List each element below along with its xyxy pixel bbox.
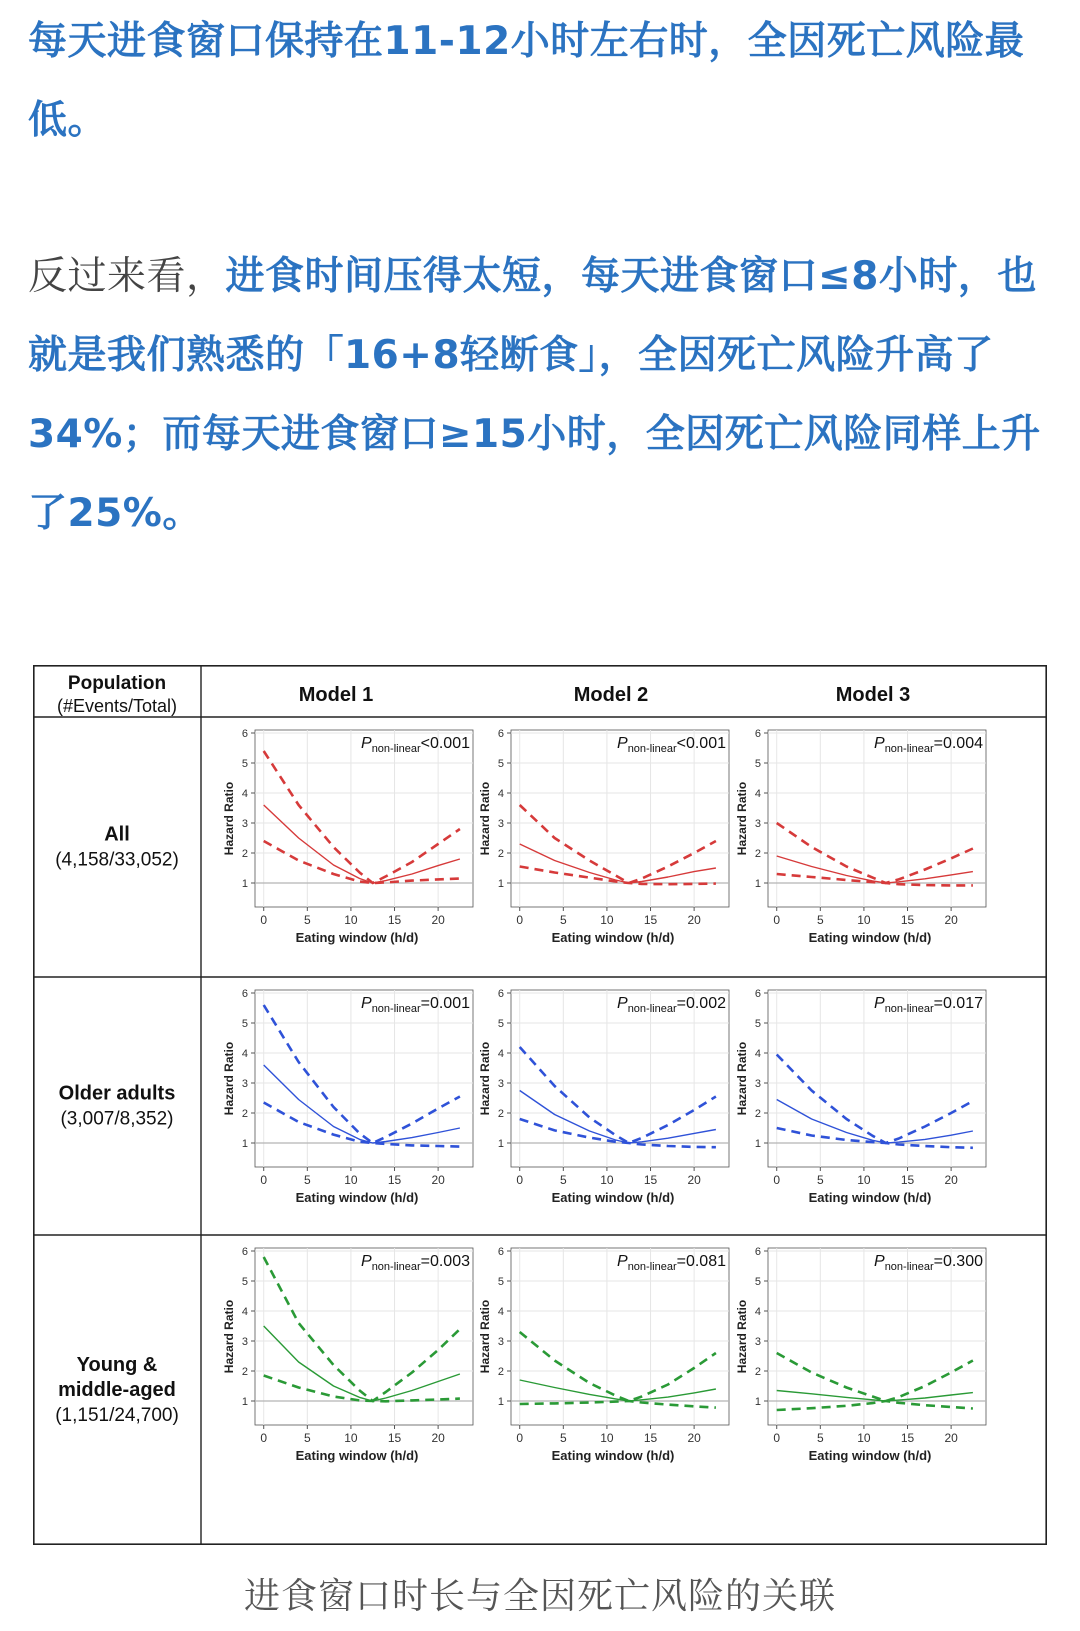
y-tick-label: 2 bbox=[754, 1366, 761, 1378]
hazard-panel bbox=[478, 1246, 729, 1463]
y-tick-label: 5 bbox=[241, 1276, 248, 1288]
y-tick-label: 5 bbox=[754, 1018, 761, 1030]
y-tick-label: 5 bbox=[497, 758, 504, 770]
y-tick-label: 3 bbox=[497, 818, 504, 830]
y-tick-label: 1 bbox=[754, 878, 761, 890]
hazard-ratio-figure bbox=[33, 665, 1047, 1545]
y-tick-label: 6 bbox=[497, 988, 504, 1000]
intro-paragraph bbox=[28, 2, 1058, 160]
x-tick-label: 20 bbox=[431, 1431, 445, 1445]
y-tick-label: 4 bbox=[754, 788, 761, 800]
x-tick-label: 0 bbox=[773, 1431, 781, 1445]
x-axis-label: Eating window (h/d) bbox=[808, 1448, 932, 1463]
y-tick-label: 5 bbox=[241, 1018, 248, 1030]
p-value-annotation: $P_{non-linear}=0.017$ bbox=[874, 995, 983, 1015]
x-tick-label: 5 bbox=[816, 1173, 824, 1187]
model-header: Model 3 bbox=[835, 684, 911, 706]
y-tick-label: 6 bbox=[754, 728, 761, 740]
y-tick-label: 1 bbox=[241, 1138, 248, 1150]
y-tick-label: 1 bbox=[241, 878, 248, 890]
x-axis-label: Eating window (h/d) bbox=[295, 930, 419, 945]
p-value-annotation: $P_{non-linear}=0.001$ bbox=[361, 995, 470, 1015]
x-tick-label: 5 bbox=[559, 1431, 567, 1445]
x-tick-label: 20 bbox=[431, 913, 445, 927]
x-tick-label: 5 bbox=[559, 913, 567, 927]
population-stats: (3,007/8,352) bbox=[60, 1108, 174, 1130]
y-axis-label: Hazard Ratio bbox=[222, 781, 236, 856]
x-axis-label: Eating window (h/d) bbox=[295, 1190, 419, 1205]
y-tick-label: 2 bbox=[497, 848, 504, 860]
y-tick-label: 2 bbox=[497, 1108, 504, 1120]
x-tick-label: 0 bbox=[516, 1431, 524, 1445]
y-tick-label: 3 bbox=[754, 818, 761, 830]
x-axis-label: Eating window (h/d) bbox=[808, 1190, 932, 1205]
population-name: middle-aged bbox=[58, 1379, 176, 1401]
y-axis-label: Hazard Ratio bbox=[222, 1041, 236, 1116]
y-tick-label: 1 bbox=[497, 1138, 504, 1150]
x-tick-label: 0 bbox=[516, 1173, 524, 1187]
hazard-panel bbox=[222, 988, 473, 1205]
panel-plot-area bbox=[768, 730, 986, 907]
x-axis-label: Eating window (h/d) bbox=[551, 930, 675, 945]
y-tick-label: 4 bbox=[497, 1306, 504, 1318]
y-tick-label: 1 bbox=[497, 1396, 504, 1408]
x-tick-label: 15 bbox=[643, 913, 658, 927]
x-tick-label: 20 bbox=[944, 913, 958, 927]
x-tick-label: 0 bbox=[260, 1431, 268, 1445]
y-tick-label: 2 bbox=[497, 1366, 504, 1378]
y-tick-label: 3 bbox=[241, 1078, 248, 1090]
hazard-panel bbox=[478, 728, 729, 945]
figure-caption: 进食窗口时长与全因死亡风险的关联 bbox=[243, 1576, 836, 1617]
population-labels bbox=[55, 824, 179, 1427]
y-tick-label: 3 bbox=[241, 818, 248, 830]
p-value-annotation: $P_{non-linear}=0.081$ bbox=[617, 1253, 726, 1273]
p-value-annotation: $P_{non-linear}=0.002$ bbox=[617, 995, 726, 1015]
y-tick-label: 6 bbox=[497, 728, 504, 740]
x-tick-label: 0 bbox=[773, 913, 781, 927]
y-tick-label: 1 bbox=[754, 1396, 761, 1408]
x-tick-label: 5 bbox=[303, 1431, 311, 1445]
y-tick-label: 4 bbox=[241, 1048, 248, 1060]
x-tick-label: 0 bbox=[260, 913, 268, 927]
hazard-panel bbox=[735, 988, 986, 1205]
y-tick-label: 6 bbox=[754, 988, 761, 1000]
p-value-annotation: $P_{non-linear}<0.001$ bbox=[617, 735, 726, 755]
x-tick-label: 0 bbox=[260, 1173, 268, 1187]
population-subheader: (#Events/Total) bbox=[56, 696, 178, 716]
intro-text: 每天进食窗口保持在11-12小时左右时，全因死亡风险最低。 bbox=[28, 19, 1025, 143]
y-tick-label: 6 bbox=[241, 988, 248, 1000]
y-tick-label: 3 bbox=[241, 1336, 248, 1348]
hazard-panel bbox=[478, 988, 729, 1205]
y-tick-label: 6 bbox=[497, 1246, 504, 1258]
x-tick-label: 0 bbox=[516, 913, 524, 927]
y-tick-label: 5 bbox=[754, 758, 761, 770]
x-tick-label: 10 bbox=[600, 1431, 614, 1445]
detail-body-text: 进食时间压得太短，每天进食窗口≤8小时，也就是我们熟悉的「16+8轻断食」，全因死亡风险升高了34%；而每天进食窗口≥15小时，全因死亡风险同样上升了25%。 bbox=[28, 254, 1041, 536]
x-tick-label: 5 bbox=[303, 1173, 311, 1187]
population-header: Population bbox=[67, 673, 167, 694]
y-tick-label: 2 bbox=[241, 1108, 248, 1120]
x-tick-label: 10 bbox=[857, 913, 871, 927]
population-stats: (4,158/33,052) bbox=[55, 849, 179, 871]
p-value-annotation: $P_{non-linear}=0.004$ bbox=[874, 735, 983, 755]
y-axis-label: Hazard Ratio bbox=[222, 1299, 236, 1374]
x-tick-label: 5 bbox=[303, 913, 311, 927]
x-tick-label: 20 bbox=[944, 1431, 958, 1445]
figure-panels bbox=[222, 728, 986, 1463]
y-tick-label: 5 bbox=[241, 758, 248, 770]
x-tick-label: 20 bbox=[944, 1173, 958, 1187]
hazard-panel bbox=[735, 1246, 986, 1463]
x-tick-label: 15 bbox=[387, 1431, 402, 1445]
x-tick-label: 5 bbox=[816, 913, 824, 927]
y-axis-label: Hazard Ratio bbox=[478, 1041, 492, 1116]
x-tick-label: 10 bbox=[600, 1173, 614, 1187]
y-axis-label: Hazard Ratio bbox=[735, 1041, 749, 1116]
y-tick-label: 6 bbox=[241, 728, 248, 740]
p-value-annotation: $P_{non-linear}=0.003$ bbox=[361, 1253, 470, 1273]
x-tick-label: 15 bbox=[900, 913, 915, 927]
x-tick-label: 0 bbox=[773, 1173, 781, 1187]
x-tick-label: 20 bbox=[687, 1173, 701, 1187]
y-tick-label: 3 bbox=[497, 1336, 504, 1348]
x-axis-label: Eating window (h/d) bbox=[808, 930, 932, 945]
detail-lead-text: 反过来看， bbox=[28, 254, 226, 299]
x-tick-label: 20 bbox=[431, 1173, 445, 1187]
p-value-annotation: $P_{non-linear}<0.001$ bbox=[361, 735, 470, 755]
y-tick-label: 4 bbox=[497, 1048, 504, 1060]
y-tick-label: 2 bbox=[241, 1366, 248, 1378]
x-tick-label: 10 bbox=[857, 1431, 871, 1445]
x-tick-label: 10 bbox=[857, 1173, 871, 1187]
y-tick-label: 3 bbox=[497, 1078, 504, 1090]
detail-paragraph bbox=[28, 237, 1058, 553]
y-axis-label: Hazard Ratio bbox=[735, 781, 749, 856]
y-tick-label: 5 bbox=[754, 1276, 761, 1288]
x-tick-label: 15 bbox=[643, 1431, 658, 1445]
x-tick-label: 5 bbox=[559, 1173, 567, 1187]
y-axis-label: Hazard Ratio bbox=[478, 1299, 492, 1374]
y-axis-label: Hazard Ratio bbox=[478, 781, 492, 856]
x-tick-label: 20 bbox=[687, 913, 701, 927]
population-name: Young & bbox=[76, 1354, 158, 1376]
y-tick-label: 1 bbox=[497, 878, 504, 890]
y-tick-label: 6 bbox=[241, 1246, 248, 1258]
hazard-panel bbox=[735, 728, 986, 945]
population-stats: (1,151/24,700) bbox=[55, 1405, 179, 1426]
y-tick-label: 5 bbox=[497, 1276, 504, 1288]
x-tick-label: 10 bbox=[344, 913, 358, 927]
x-tick-label: 10 bbox=[344, 1173, 358, 1187]
y-axis-label: Hazard Ratio bbox=[735, 1299, 749, 1374]
y-tick-label: 5 bbox=[497, 1018, 504, 1030]
y-tick-label: 2 bbox=[241, 848, 248, 860]
x-tick-label: 5 bbox=[816, 1431, 824, 1445]
y-tick-label: 6 bbox=[754, 1246, 761, 1258]
x-axis-label: Eating window (h/d) bbox=[551, 1190, 675, 1205]
y-tick-label: 2 bbox=[754, 1108, 761, 1120]
x-axis-label: Eating window (h/d) bbox=[295, 1448, 419, 1463]
x-axis-label: Eating window (h/d) bbox=[551, 1448, 675, 1463]
x-tick-label: 15 bbox=[387, 913, 402, 927]
x-tick-label: 15 bbox=[900, 1173, 915, 1187]
population-name: Older adults bbox=[58, 1082, 176, 1105]
population-name: All bbox=[104, 823, 130, 846]
y-tick-label: 1 bbox=[241, 1396, 248, 1408]
y-tick-label: 3 bbox=[754, 1078, 761, 1090]
x-tick-label: 15 bbox=[387, 1173, 402, 1187]
y-tick-label: 3 bbox=[754, 1336, 761, 1348]
hazard-panel bbox=[222, 728, 473, 945]
y-tick-label: 4 bbox=[241, 1306, 248, 1318]
x-tick-label: 15 bbox=[900, 1431, 915, 1445]
p-value-annotation: $P_{non-linear}=0.300$ bbox=[874, 1253, 983, 1273]
x-tick-label: 10 bbox=[600, 913, 614, 927]
x-tick-label: 20 bbox=[687, 1431, 701, 1445]
x-tick-label: 10 bbox=[344, 1431, 358, 1445]
x-tick-label: 15 bbox=[643, 1173, 658, 1187]
model-header: Model 2 bbox=[573, 684, 649, 706]
y-tick-label: 2 bbox=[754, 848, 761, 860]
y-tick-label: 4 bbox=[241, 788, 248, 800]
model-header: Model 1 bbox=[298, 684, 374, 706]
y-tick-label: 1 bbox=[754, 1138, 761, 1150]
figure-header-row bbox=[57, 673, 910, 716]
y-tick-label: 4 bbox=[754, 1306, 761, 1318]
hazard-panel bbox=[222, 1246, 473, 1463]
y-tick-label: 4 bbox=[497, 788, 504, 800]
y-tick-label: 4 bbox=[754, 1048, 761, 1060]
